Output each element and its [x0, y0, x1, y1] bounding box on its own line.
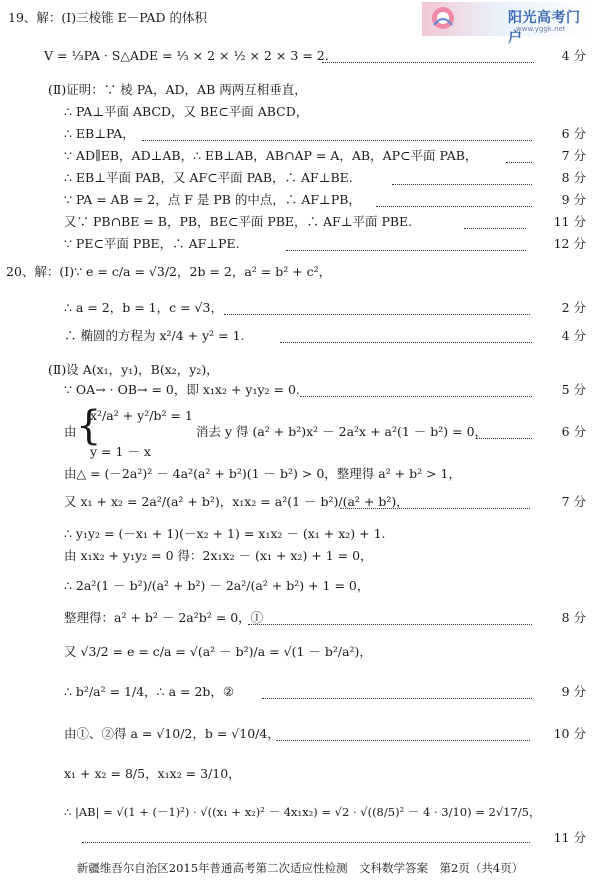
points-label: 2 分 — [561, 300, 586, 315]
points-label: 10 分 — [553, 726, 586, 741]
q19-proof-line: ∴ EB⊥PA， — [64, 126, 135, 141]
leader-dots — [322, 62, 534, 63]
q20-line: 整理得：a² + b² － 2a²b² = 0，① — [64, 610, 264, 625]
q20-line: ∴ a = 2，b = 1，c = √3， — [64, 300, 223, 315]
points-label: 8 分 — [561, 170, 586, 185]
leader-dots — [82, 842, 530, 843]
points-label: 11 分 — [553, 830, 586, 845]
points-label: 8 分 — [561, 610, 586, 625]
sun-logo-icon — [430, 5, 456, 31]
points-label: 6 分 — [561, 126, 586, 141]
points-label: 9 分 — [561, 684, 586, 699]
q19-proof-line: ∵ PA = AB = 2，点 F 是 PB 的中点，∴ AF⊥PB， — [64, 192, 361, 207]
q20-system-tail: 消去 y 得 (a² + b²)x² － 2a²x + a²(1 － b²) = 0， — [196, 424, 488, 439]
q20-line: ∵ OA→ · OB→ = 0，即 x₁x₂ + y₁y₂ = 0. — [64, 382, 300, 397]
q20-line: ∴ 2a²(1 － b²)/(a² + b²) － 2a²/(a² + b²) + 1 = 0， — [64, 578, 370, 593]
points-label: 6 分 — [561, 424, 586, 439]
q19-proof-line: 又∵ PB∩BE = B，PB，BE⊂平面 PBE，∴ AF⊥平面 PBE. — [64, 214, 413, 229]
q20-line: 由 x₁x₂ + y₁y₂ = 0 得：2x₁x₂ － (x₁ + x₂) + 1 = 0， — [64, 548, 373, 563]
q19-head: 19、解：(Ⅰ)三棱锥 E－PAD 的体积 — [8, 10, 207, 25]
leader-dots — [340, 508, 530, 509]
site-logo[interactable] — [422, 2, 590, 46]
leader-dots — [286, 250, 526, 251]
q20-line: ∴ |AB| = √(1 + (－1)²) · √((x₁ + x₂)² － 4x₁x₂) = √2 · √((8/5)² － 4 · 3/10) = 2√17/5， — [64, 805, 541, 819]
leader-dots — [262, 698, 532, 699]
leader-dots — [300, 396, 532, 397]
q20-system-eq2: y = 1 － x — [90, 444, 151, 459]
q20-line: 又 x₁ + x₂ = 2a²/(a² + b²)，x₁x₂ = a²(1 － b²)/(a² + b²)， — [64, 494, 409, 509]
q20-line: ∴ b²/a² = 1/4，∴ a = 2b，② — [64, 684, 235, 699]
q19-proof-line: ∵ AD∥EB，AD⊥AB，∴ EB⊥AB，AB∩AP = A，AB，AP⊂平面 PAB， — [64, 148, 478, 163]
q20-line: 由△ = (－2a²)² － 4a²(a² + b²)(1 － b²) > 0，整理得 a² + b² > 1， — [64, 466, 462, 481]
leader-dots — [506, 162, 532, 163]
q20-system-eq1: x²/a² + y²/b² = 1 — [90, 408, 193, 423]
page-footer: 新疆维吾尔自治区2015年普通高考第二次适应性检测 文科数学答案 第2页（共4页） — [76, 861, 524, 875]
leader-dots — [476, 438, 532, 439]
q19-proof-line: ∴ PA⊥平面 ABCD，又 BE⊂平面 ABCD， — [64, 104, 309, 119]
leader-dots — [142, 140, 532, 141]
leader-dots — [464, 228, 526, 229]
q20-line: ∴ 椭圆的方程为 x²/4 + y² = 1. — [64, 328, 245, 343]
q20-system-prefix: 由 — [64, 424, 77, 439]
points-label: 12 分 — [553, 236, 586, 251]
q19-proof-line: (Ⅱ)证明：∵ 棱 PA，AD，AB 两两互相垂直， — [48, 82, 307, 97]
leader-dots — [248, 624, 532, 625]
logo-url: www.yggk.net — [516, 25, 566, 33]
leader-dots — [280, 342, 532, 343]
points-label: 9 分 — [561, 192, 586, 207]
points-label: 7 分 — [561, 148, 586, 163]
q20-line: ∴ y₁y₂ = (－x₁ + 1)(－x₂ + 1) = x₁x₂ － (x₁ + x₂) + 1. — [64, 526, 386, 541]
q20-line: 由①、②得 a = √10/2，b = √10/4， — [64, 726, 280, 741]
system-brace: { — [76, 403, 102, 449]
leader-dots — [392, 184, 532, 185]
q19-proof-line: ∴ EB⊥平面 PAB，又 AF⊂平面 PAB，∴ AF⊥BE. — [64, 170, 353, 185]
points-label: 4 分 — [561, 328, 586, 343]
leader-dots — [376, 206, 532, 207]
q19-proof-line: ∵ PE⊂平面 PBE，∴ AF⊥PE. — [64, 236, 240, 251]
q20-line: 又 √3/2 = e = c/a = √(a² － b²)/a = √(1 － b²/a²)， — [64, 644, 372, 659]
points-label: 4 分 — [561, 48, 586, 63]
q20-line: x₁ + x₂ = 8/5，x₁x₂ = 3/10， — [64, 766, 241, 781]
logo-name: 阳光高考门户 — [508, 10, 581, 46]
leader-dots — [224, 314, 530, 315]
leader-dots — [276, 740, 530, 741]
q20-line: (Ⅱ)设 A(x₁，y₁)，B(x₂，y₂)， — [48, 362, 219, 377]
q19-volume: V = ⅓PA · S△ADE = ⅓ × 2 × ½ × 2 × 3 = 2. — [44, 48, 329, 63]
points-label: 11 分 — [553, 214, 586, 229]
points-label: 5 分 — [561, 382, 586, 397]
q20-head: 20、解：(Ⅰ)∵ e = c/a = √3/2，2b = 2，a² = b² + c²， — [6, 264, 332, 279]
points-label: 7 分 — [561, 494, 586, 509]
